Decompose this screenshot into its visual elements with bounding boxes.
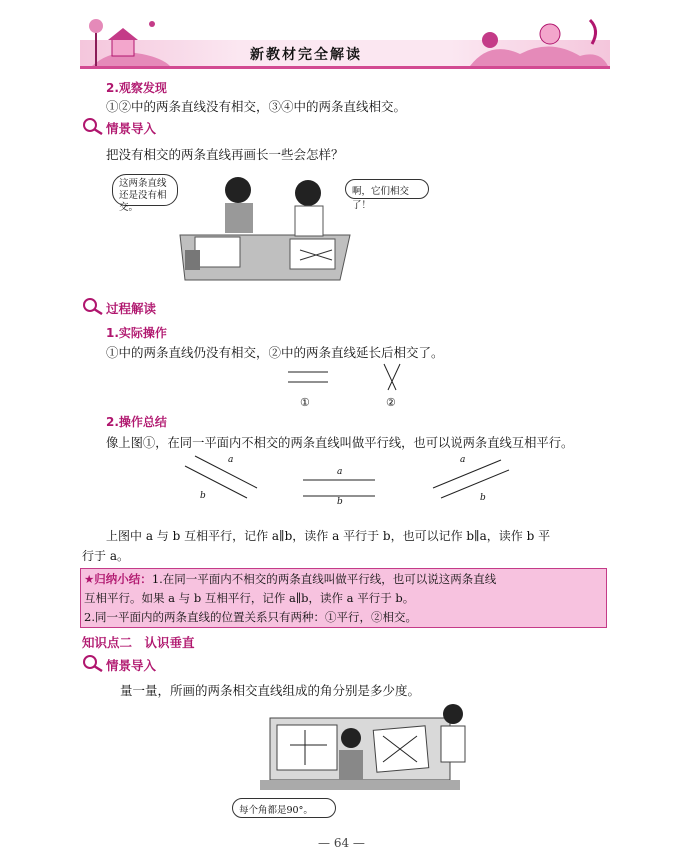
figure-label-2: ②	[386, 396, 396, 409]
summary-text-1: 1.在同一平面内不相交的两条直线叫做平行线，也可以说这两条直线	[151, 572, 497, 586]
notation-line-1: 上图中 a 与 b 互相平行，记作 a∥b，读作 a 平行于 b，也可以记作 b∥a，读作 b 平	[106, 529, 551, 543]
children-measuring-illustration	[255, 700, 475, 812]
header-title: 新教材完全解读	[250, 47, 362, 63]
intro1-text: 把没有相交的两条直线再画长一些会怎样？	[106, 147, 344, 162]
summary-label: ★归纳小结：	[84, 572, 152, 586]
operation-heading: 1.实际操作	[106, 326, 167, 340]
label-a: a	[228, 455, 234, 465]
flower-decoration	[450, 10, 610, 70]
speech-bubble-left: 这两条直线还是没有相交。	[112, 174, 178, 206]
label-b: b	[200, 491, 206, 501]
label-a: a	[460, 455, 466, 465]
label-b: b	[480, 493, 486, 503]
observe-heading: 2.观察发现	[106, 81, 167, 95]
summary-line-3: 2.同一平面内的两条直线的位置关系只有两种：①平行，②相交。	[84, 610, 417, 624]
summary-line-1	[84, 571, 496, 587]
knowledge-point-heading: 知识点二 认识垂直	[82, 635, 195, 650]
label-b: b	[337, 497, 343, 507]
intro2-text: 量一量，所画的两条相交直线组成的角分别是多少度。	[120, 683, 421, 698]
speech-bubble-right: 啊，它们相交了！	[345, 179, 429, 199]
intro2-heading: 情景导入	[106, 658, 157, 673]
summary-op-text: 像上图①，在同一平面内不相交的两条直线叫做平行线，也可以说两条直线互相平行。	[106, 436, 574, 450]
line-figures	[280, 360, 420, 400]
magnifier-icon	[82, 297, 104, 315]
magnifier-icon	[82, 654, 104, 672]
notation-line-2: 行于 a。	[82, 549, 129, 563]
label-a: a	[337, 467, 343, 477]
figure-label-1: ①	[300, 396, 310, 409]
speech-bubble-bottom: 每个角都是90°。	[232, 798, 336, 818]
page-number: — 64 —	[318, 836, 365, 850]
process-heading: 过程解读	[106, 301, 157, 316]
summary-line-2: 互相平行。如果 a 与 b 互相平行，记作 a∥b，读作 a 平行于 b。	[84, 591, 415, 605]
observe-text: ①②中的两条直线没有相交，③④中的两条直线相交。	[106, 99, 407, 114]
intro1-heading: 情景导入	[106, 121, 157, 136]
house-tree-illustration	[82, 8, 172, 70]
operation-text: ①中的两条直线仍没有相交，②中的两条直线延长后相交了。	[106, 345, 444, 360]
summary-op-heading: 2.操作总结	[106, 415, 167, 429]
magnifier-icon	[82, 117, 104, 135]
